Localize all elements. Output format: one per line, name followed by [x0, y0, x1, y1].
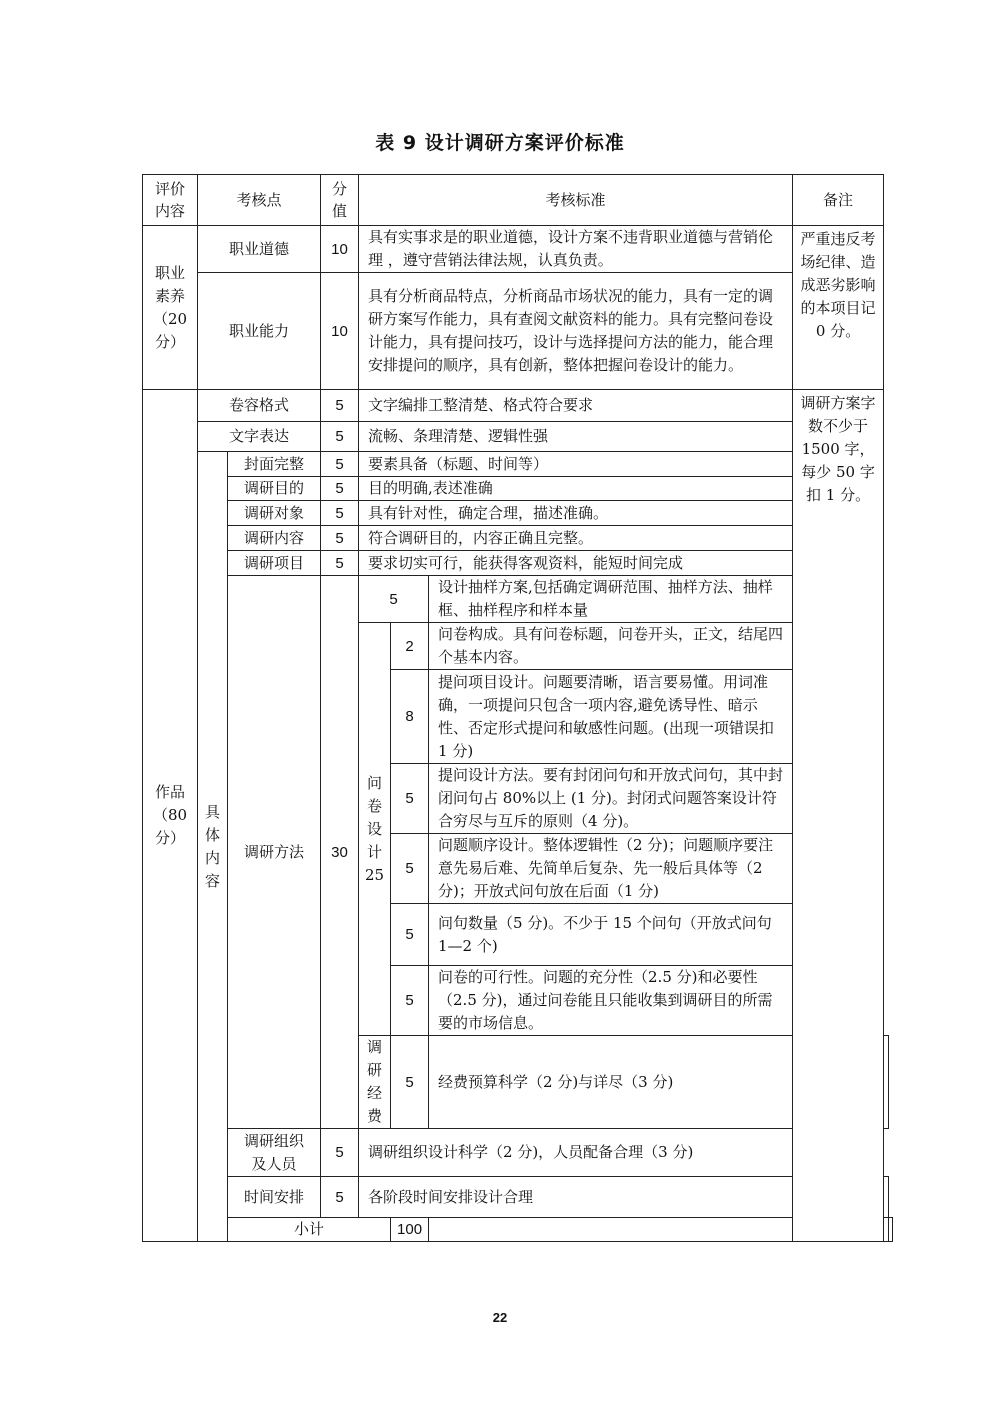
- note-empty: [884, 1177, 888, 1218]
- table-row: [143, 551, 893, 576]
- point-object: 调研对象: [228, 501, 321, 526]
- point-format: 卷容格式: [198, 390, 321, 422]
- standard-q6: 问卷的可行性。问题的充分性（2.5 分)和必要性（2.5 分)，通过问卷能且只能收集到调研目的所需要的市场信息。: [429, 966, 793, 1036]
- score-q4: 5: [391, 834, 429, 904]
- table-row: [143, 273, 893, 390]
- group-work: 作品 （80 分）: [143, 390, 198, 1242]
- table-row: [143, 390, 893, 422]
- score-sampling: 5: [359, 576, 429, 623]
- group-specific: 具 体 内 容: [198, 452, 228, 1242]
- score-purpose: 5: [321, 477, 359, 501]
- table-row: [143, 501, 893, 526]
- score-org: 5: [321, 1129, 359, 1177]
- table-row: [143, 452, 893, 477]
- score-content: 5: [321, 526, 359, 551]
- score-q2: 8: [391, 670, 429, 764]
- note-work: 调研方案字数不少于 1500 字，每少 50 字扣 1 分。: [793, 390, 884, 1242]
- standard-content: 符合调研目的，内容正确且完整。: [359, 526, 793, 551]
- point-purpose: 调研目的: [228, 477, 321, 501]
- score-expression: 5: [321, 422, 359, 452]
- standard-item: 要求切实可行，能获得客观资料，能短时间完成: [359, 551, 793, 576]
- header-note: 备注: [793, 175, 884, 226]
- standard-q5: 问句数量（5 分)。不少于 15 个问句（开放式问句 1—2 个): [429, 904, 793, 966]
- score-q1: 2: [391, 623, 429, 670]
- header-row: [143, 175, 893, 226]
- standard-budget: 经费预算科学（2 分)与详尽（3 分): [429, 1036, 889, 1129]
- table-row: [143, 576, 893, 623]
- point-expression: 文字表达: [198, 422, 321, 452]
- standard-cover: 要素具备（标题、时间等）: [359, 452, 793, 477]
- subtotal-label: 小计: [228, 1218, 391, 1242]
- standard-q4: 问题顺序设计。整体逻辑性（2 分)；问题顺序要注意先易后难、先简单后复杂、先一般后具体等（2 分)；开放式问句放在后面（1 分): [429, 834, 793, 904]
- group-quality: 职业 素养 （20 分）: [143, 226, 198, 390]
- table-title: 表 9 设计调研方案评价标准: [375, 132, 625, 154]
- table-row: [143, 1129, 893, 1177]
- point-org: 调研组织 及人员: [228, 1129, 321, 1177]
- standard-q1: 问卷构成。具有问卷标题，问卷开头，正文，结尾四个基本内容。: [429, 623, 793, 670]
- point-budget: 调研经费: [359, 1036, 391, 1129]
- score-budget: 5: [391, 1036, 429, 1129]
- standard-q2: 提问项目设计。问题要清晰，语言要易懂。用词准确，一项提问只包含一项内容,避免诱导性、暗示性、否定形式提问和敏感性问题。(出现一项错误扣 1 分): [429, 670, 793, 764]
- standard-ability: 具有分析商品特点，分析商品市场状况的能力，具有一定的调研方案写作能力，具有查阅文献资料的能力。具有完整问卷设计能力，具有提问技巧，设计与选择提问方法的能力，能合理安排提问的顺序，具有创新，整体把握问卷设计的能力。: [359, 273, 793, 390]
- table-row: [143, 226, 893, 273]
- score-q3: 5: [391, 764, 429, 834]
- header-score: 分 值: [321, 175, 359, 226]
- table-row: [143, 477, 893, 501]
- page-number: 22: [492, 1310, 508, 1325]
- score-schedule: 5: [321, 1177, 359, 1218]
- point-item: 调研项目: [228, 551, 321, 576]
- subtotal-score: 100: [391, 1218, 429, 1242]
- score-cover: 5: [321, 452, 359, 477]
- note-quality: 严重违反考场纪律、造成恶劣影响的本项目记 0 分。: [793, 226, 884, 390]
- score-q6: 5: [391, 966, 429, 1036]
- standard-org: 调研组织设计科学（2 分)，人员配备合理（3 分): [359, 1129, 793, 1177]
- standard-q3: 提问设计方法。要有封闭问句和开放式问句，其中封闭问句占 80%以上 (1 分)。封闭式问题答案设计符合穷尽与互斥的原则（4 分)。: [429, 764, 793, 834]
- standard-format: 文字编排工整清楚、格式符合要求: [359, 390, 793, 422]
- point-ability: 职业能力: [198, 273, 321, 390]
- subtotal-note-empty: [888, 1218, 892, 1242]
- table-row: [143, 422, 893, 452]
- point-cover: 封面完整: [228, 452, 321, 477]
- score-format: 5: [321, 390, 359, 422]
- score-object: 5: [321, 501, 359, 526]
- point-schedule: 时间安排: [228, 1177, 321, 1218]
- evaluation-table: [142, 174, 893, 1242]
- point-method: 调研方法: [228, 576, 321, 1129]
- standard-schedule: 各阶段时间安排设计合理: [359, 1177, 793, 1218]
- subtotal-standard-empty: [429, 1218, 889, 1242]
- point-ethics: 职业道德: [198, 226, 321, 273]
- standard-purpose: 目的明确,表述准确: [359, 477, 793, 501]
- table-row: [143, 1177, 893, 1218]
- header-point: 考核点: [198, 175, 321, 226]
- header-content: 评价 内容: [143, 175, 198, 226]
- score-ability: 10: [321, 273, 359, 390]
- subtotal-row: [143, 1218, 893, 1242]
- group-questionnaire: 问 卷 设 计 25: [359, 623, 391, 1036]
- table-row: [143, 526, 893, 551]
- header-standard: 考核标准: [359, 175, 793, 226]
- standard-object: 具有针对性，确定合理，描述准确。: [359, 501, 793, 526]
- standard-ethics: 具有实事求是的职业道德，设计方案不违背职业道德与营销伦理 ，遵守营销法律法规，认真负责。: [359, 226, 793, 273]
- score-q5: 5: [391, 904, 429, 966]
- score-method: 30: [321, 576, 359, 1129]
- standard-sampling: 设计抽样方案,包括确定调研范围、抽样方法、抽样框、抽样程序和样本量: [429, 576, 793, 623]
- score-ethics: 10: [321, 226, 359, 273]
- score-item: 5: [321, 551, 359, 576]
- standard-expression: 流畅、条理清楚、逻辑性强: [359, 422, 793, 452]
- point-content: 调研内容: [228, 526, 321, 551]
